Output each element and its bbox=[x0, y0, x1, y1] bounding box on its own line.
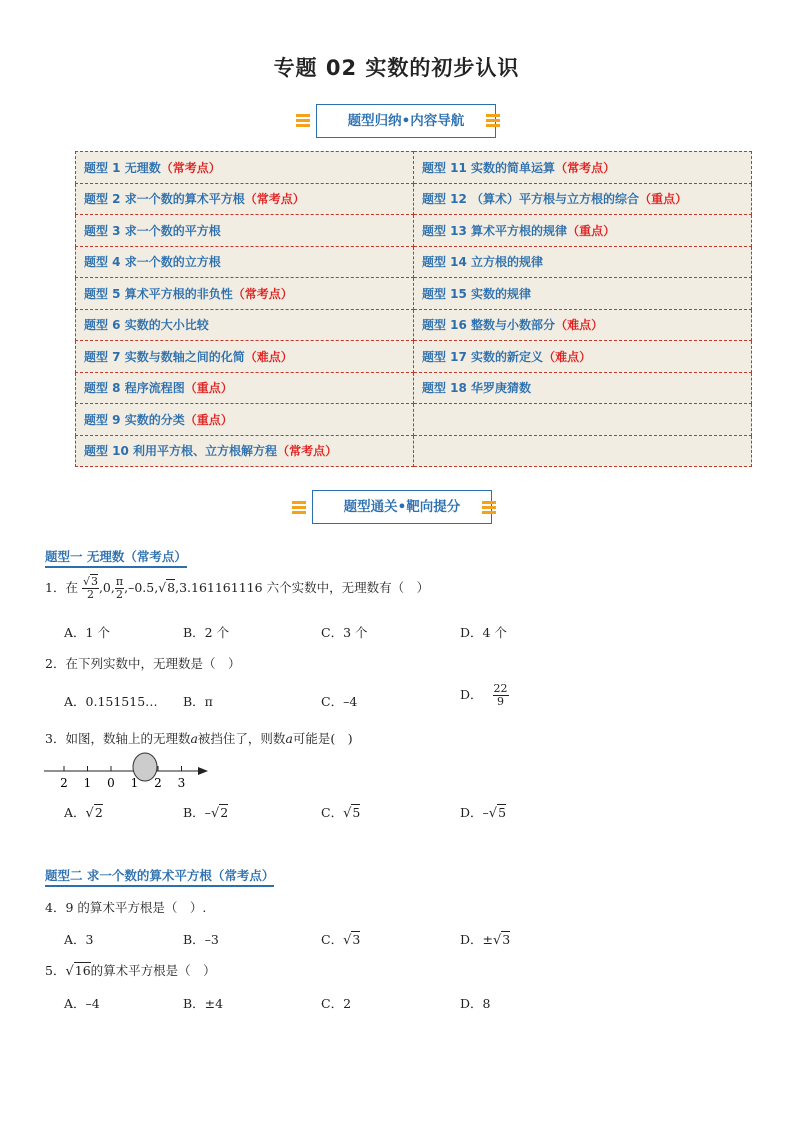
nav-cell-left[interactable] bbox=[76, 341, 414, 373]
fraction-sqrt3-over-2: $\frac{√3}{2}$ bbox=[82, 575, 98, 601]
nav-cell-right[interactable] bbox=[414, 246, 752, 278]
topic-label: 题型 9 实数的分类 bbox=[84, 412, 185, 427]
option-label: B．– bbox=[183, 805, 211, 820]
topic-label: 题型 3 求一个数的平方根 bbox=[84, 223, 221, 238]
topic-label: 题型 11 实数的简单运算 bbox=[422, 160, 556, 175]
nav-banner: 题型归纳•内容导航 bbox=[316, 104, 496, 138]
question-1: 1．在 $\frac{√3}{2}$ ,0, $\frac{\pi}{2}$ ,–0.5,√8,3.161161116 六个实数中，无理数有（ ） bbox=[45, 575, 430, 601]
topic-tag: （重点） bbox=[184, 412, 233, 427]
topic-tag: （常考点） bbox=[160, 160, 221, 175]
radicand: 3 bbox=[352, 932, 361, 947]
radicand: 2 bbox=[220, 805, 229, 820]
radicand: 16 bbox=[74, 963, 91, 978]
radicand: 5 bbox=[352, 805, 361, 820]
question-text: 被挡住了，则数 bbox=[197, 731, 286, 746]
nav-cell-right[interactable] bbox=[414, 372, 752, 404]
nav-cell-right[interactable] bbox=[414, 152, 752, 184]
question-3 bbox=[45, 729, 353, 747]
nav-row bbox=[76, 215, 752, 247]
nav-row bbox=[76, 372, 752, 404]
topic-tag: （重点） bbox=[567, 223, 616, 238]
nav-row bbox=[76, 183, 752, 215]
nav-cell-left[interactable] bbox=[76, 246, 414, 278]
variable-a: a bbox=[190, 731, 198, 746]
option-c: C．√5 bbox=[321, 805, 361, 821]
question-text: 3．如图，数轴上的无理数 bbox=[45, 731, 191, 746]
radicand: 2 bbox=[94, 805, 103, 820]
question-4: 4．9 的算术平方根是（ ）. bbox=[45, 900, 207, 915]
number-line-arrow bbox=[198, 767, 208, 775]
topic-label: 题型 5 算术平方根的非负性 bbox=[84, 286, 233, 301]
topic-label: 题型 1 无理数 bbox=[84, 160, 161, 175]
topic-tag: （常考点） bbox=[232, 286, 293, 301]
option-a: A．1 个 bbox=[64, 625, 110, 640]
option-c: C．√3 bbox=[321, 932, 361, 948]
topic-tag: （常考点） bbox=[277, 444, 338, 459]
section-heading-1: 题型一 无理数（常考点） bbox=[45, 547, 187, 568]
banner-left-decoration bbox=[296, 112, 310, 129]
practice-banner: 题型通关•靶向提分 bbox=[312, 490, 492, 524]
option-a: A．3 bbox=[64, 932, 94, 947]
variable-a: a bbox=[285, 731, 293, 746]
question-2: 2．在下列实数中，无理数是（ ） bbox=[45, 656, 241, 671]
topic-label: 题型 7 实数与数轴之间的化简 bbox=[84, 349, 245, 364]
banner-right-decoration bbox=[486, 112, 500, 129]
option-d: D．±√3 bbox=[460, 932, 511, 948]
question-text: 六个实数中，无理数有（ ） bbox=[266, 580, 430, 595]
topic-label: 题型 13 算术平方根的规律 bbox=[422, 223, 568, 238]
number-list-tail: ,3.161161116 bbox=[175, 580, 263, 595]
nav-row bbox=[76, 309, 752, 341]
nav-cell-left[interactable] bbox=[76, 404, 414, 436]
nav-row bbox=[76, 435, 752, 467]
topic-label: 题型 8 程序流程图 bbox=[84, 381, 185, 396]
topic-tag: （重点） bbox=[639, 192, 688, 207]
nav-cell-right bbox=[414, 435, 752, 467]
question-number: 5． bbox=[45, 963, 66, 978]
topic-tag: （重点） bbox=[184, 381, 233, 396]
nav-cell-left[interactable] bbox=[76, 215, 414, 247]
option-b: B．–3 bbox=[183, 932, 219, 947]
question-text: 可能是( ) bbox=[292, 731, 353, 746]
option-label: C． bbox=[321, 932, 344, 947]
topic-tag: （常考点） bbox=[244, 192, 305, 207]
nav-row bbox=[76, 246, 752, 278]
option-label: C． bbox=[321, 805, 344, 820]
topic-label: 题型 15 实数的规律 bbox=[422, 286, 532, 301]
page-title: 专题 02 实数的初步认识 bbox=[273, 56, 520, 80]
option-a: A．0.151515… bbox=[64, 694, 158, 709]
nav-row bbox=[76, 278, 752, 310]
topic-label: 题型 18 华罗庚猜数 bbox=[422, 381, 532, 396]
tick-label: 1 bbox=[130, 776, 139, 790]
question-number: 1．在 bbox=[45, 580, 78, 595]
nav-cell-left[interactable] bbox=[76, 372, 414, 404]
nav-row bbox=[76, 152, 752, 184]
topic-label: 题型 10 利用平方根、立方根解方程 bbox=[84, 444, 278, 459]
option-label: A． bbox=[64, 805, 86, 820]
banner-left-decoration bbox=[292, 499, 306, 516]
option-label: D．– bbox=[460, 805, 489, 820]
option-b: B．±4 bbox=[183, 996, 224, 1011]
fraction-22-over-9 bbox=[493, 683, 509, 708]
tick-label: 2 bbox=[154, 776, 162, 790]
option-d: D．–√5 bbox=[460, 805, 507, 821]
tick-label: 3 bbox=[177, 776, 186, 790]
topic-label: 题型 16 整数与小数部分 bbox=[422, 318, 556, 333]
option-a: A．–4 bbox=[64, 996, 100, 1011]
topic-label: 题型 17 实数的新定义 bbox=[422, 349, 544, 364]
nav-cell-left[interactable] bbox=[76, 435, 414, 467]
nav-cell-right[interactable] bbox=[414, 278, 752, 310]
topic-label: 题型 12 （算术）平方根与立方根的综合 bbox=[422, 192, 640, 207]
nav-cell-right bbox=[414, 404, 752, 436]
option-label: D．± bbox=[460, 932, 493, 947]
topic-label: 题型 6 实数的大小比较 bbox=[84, 318, 209, 333]
numerator: 22 bbox=[493, 682, 508, 695]
question-5: 5．√16的算术平方根是（ ） bbox=[45, 963, 216, 979]
topic-tag: （难点） bbox=[555, 318, 604, 333]
topic-tag: （常考点） bbox=[555, 160, 616, 175]
option-d bbox=[460, 683, 509, 708]
topic-label: 题型 4 求一个数的立方根 bbox=[84, 255, 221, 270]
topic-tag: （难点） bbox=[543, 349, 592, 364]
option-b: B．–√2 bbox=[183, 805, 229, 821]
question-text: 的算术平方根是（ ） bbox=[90, 963, 216, 978]
nav-cell-right[interactable] bbox=[414, 215, 752, 247]
option-b: B．2 个 bbox=[183, 625, 230, 640]
radicand: 5 bbox=[498, 805, 507, 820]
radicand: 3 bbox=[502, 932, 511, 947]
option-label: D． bbox=[460, 687, 483, 702]
section-heading-2: 题型二 求一个数的算术平方根（常考点） bbox=[45, 866, 274, 887]
option-d: D．4 个 bbox=[460, 625, 507, 640]
tick-label: 0 bbox=[107, 776, 115, 790]
nav-cell-left[interactable] bbox=[76, 152, 414, 184]
denominator: 9 bbox=[497, 695, 505, 708]
topic-label: 题型 14 立方根的规律 bbox=[422, 255, 544, 270]
tick-label: 2 bbox=[60, 776, 68, 790]
covering-ellipse bbox=[133, 753, 157, 781]
option-c: C．3 个 bbox=[321, 625, 368, 640]
option-a: A．√2 bbox=[64, 805, 103, 821]
topic-navigation-table bbox=[75, 151, 752, 467]
option-c: C．–4 bbox=[321, 694, 358, 709]
nav-row bbox=[76, 341, 752, 373]
number-line-figure bbox=[42, 750, 214, 792]
nav-cell-left[interactable] bbox=[76, 309, 414, 341]
topic-tag: （难点） bbox=[244, 349, 293, 364]
option-d: D．8 bbox=[460, 996, 491, 1011]
banner-right-decoration bbox=[482, 499, 496, 516]
nav-cell-left[interactable] bbox=[76, 183, 414, 215]
nav-cell-left[interactable] bbox=[76, 278, 414, 310]
option-c: C．2 bbox=[321, 996, 352, 1011]
tick-label: 1 bbox=[83, 776, 92, 790]
nav-cell-right[interactable] bbox=[414, 183, 752, 215]
option-b: B．π bbox=[183, 694, 213, 709]
nav-cell-right[interactable] bbox=[414, 309, 752, 341]
fraction-pi-over-2: $\frac{\pi}{2}$ bbox=[115, 575, 124, 601]
nav-cell-right[interactable] bbox=[414, 341, 752, 373]
topic-label: 题型 2 求一个数的算术平方根 bbox=[84, 192, 245, 207]
nav-row bbox=[76, 404, 752, 436]
